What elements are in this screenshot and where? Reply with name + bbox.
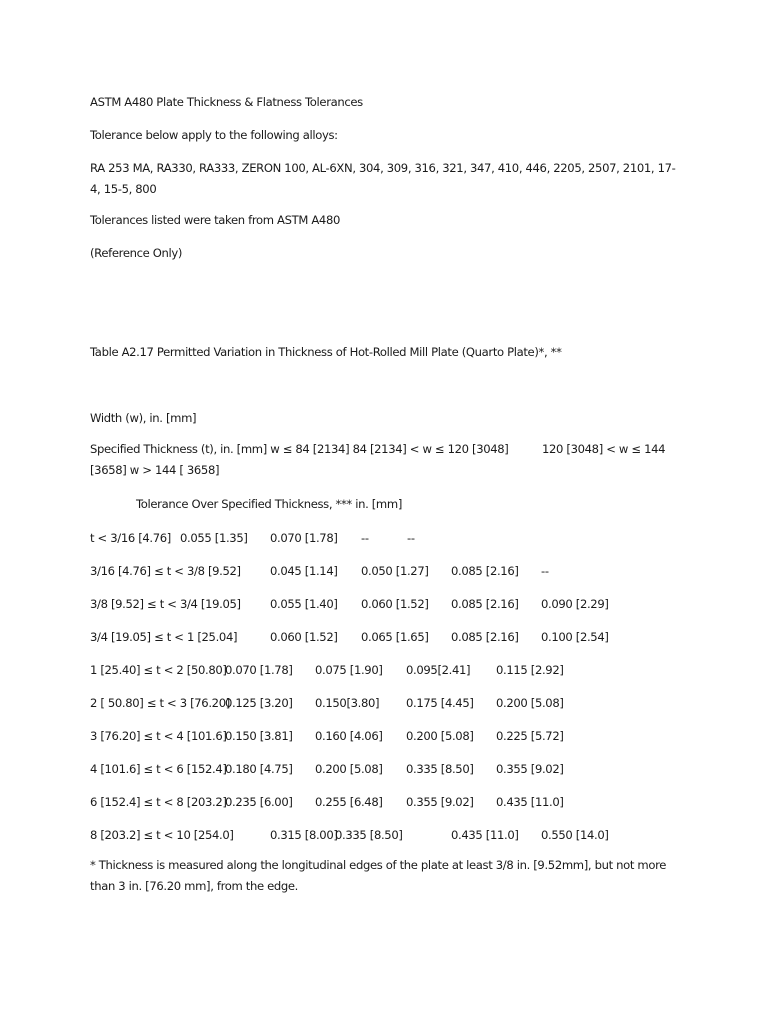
tolerance-cell: 0.335 [8.50] xyxy=(406,762,474,776)
header-row-2: [3658] w > 144 [ 3658] xyxy=(90,463,220,477)
thickness-range-cell: 8 [203.2] ≤ t < 10 [254.0] xyxy=(90,828,234,842)
tolerance-cell: 0.125 [3.20] xyxy=(225,696,293,710)
tolerance-cell: 0.065 [1.65] xyxy=(361,630,429,644)
tolerance-cell: 0.090 [2.29] xyxy=(541,597,609,611)
tolerance-cell: 0.355 [9.02] xyxy=(496,762,564,776)
thickness-range-cell: 2 [ 50.80] ≤ t < 3 [76.20] xyxy=(90,696,230,710)
table-subheader: Tolerance Over Specified Thickness, *** in. [mm] xyxy=(136,497,402,511)
tolerance-cell: 0.115 [2.92] xyxy=(496,663,564,677)
thickness-range-cell: 3 [76.20] ≤ t < 4 [101.6] xyxy=(90,729,227,743)
tolerance-cell: -- xyxy=(541,564,549,578)
table-row xyxy=(90,661,690,679)
table-row xyxy=(90,628,690,646)
tolerance-cell: 0.150[3.80] xyxy=(315,696,380,710)
tolerance-cell: 0.060 [1.52] xyxy=(270,630,338,644)
tolerance-cell: 0.355 [9.02] xyxy=(406,795,474,809)
table-row xyxy=(90,694,690,712)
tolerance-cell: 0.100 [2.54] xyxy=(541,630,609,644)
thickness-range-cell: 6 [152.4] ≤ t < 8 [203.2] xyxy=(90,795,227,809)
tolerance-cell: 0.075 [1.90] xyxy=(315,663,383,677)
tolerance-cell: 0.180 [4.75] xyxy=(225,762,293,776)
tolerance-cell: 0.225 [5.72] xyxy=(496,729,564,743)
table-row xyxy=(90,727,690,745)
tolerance-cell: -- xyxy=(361,531,369,545)
tolerance-cell: 0.200 [5.08] xyxy=(406,729,474,743)
table-row xyxy=(90,562,690,580)
tolerance-cell: 0.550 [14.0] xyxy=(541,828,609,842)
table-row xyxy=(90,760,690,778)
tolerance-cell: 0.160 [4.06] xyxy=(315,729,383,743)
document-title: ASTM A480 Plate Thickness & Flatness Tolerances xyxy=(90,95,363,109)
tolerance-cell: 0.435 [11.0] xyxy=(496,795,564,809)
table-row xyxy=(90,826,690,844)
table-row xyxy=(90,529,690,547)
intro-text: Tolerance below apply to the following alloys: xyxy=(90,128,338,142)
tolerance-cell: -- xyxy=(407,531,415,545)
tolerance-cell: 0.085 [2.16] xyxy=(451,564,519,578)
tolerance-cell: 0.055 [1.40] xyxy=(270,597,338,611)
tolerance-cell: 0.085 [2.16] xyxy=(451,630,519,644)
tolerance-cell: 0.435 [11.0] xyxy=(451,828,519,842)
thickness-range-cell: 3/4 [19.05] ≤ t < 1 [25.04] xyxy=(90,630,238,644)
tolerance-cell: 0.150 [3.81] xyxy=(225,729,293,743)
tolerance-cell: 0.070 [1.78] xyxy=(225,663,293,677)
tolerance-cell: 0.200 [5.08] xyxy=(315,762,383,776)
tolerance-cell: 0.055 [1.35] xyxy=(180,531,248,545)
tolerance-cell: 0.085 [2.16] xyxy=(451,597,519,611)
tolerance-cell: 0.050 [1.27] xyxy=(361,564,429,578)
tolerance-cell: 0.045 [1.14] xyxy=(270,564,338,578)
thickness-range-cell: 4 [101.6] ≤ t < 6 [152.4] xyxy=(90,762,227,776)
footnote: * Thickness is measured along the longitudinal edges of the plate at least 3/8 in. [9.52mm], but not more than 3 in. [76.20 mm], from the edge. xyxy=(90,858,667,893)
thickness-range-cell: 1 [25.40] ≤ t < 2 [50.80] xyxy=(90,663,227,677)
header-row-1: Specified Thickness (t), in. [mm] w ≤ 84 [2134] 84 [2134] < w ≤ 120 [3048] xyxy=(90,442,509,456)
thickness-range-cell: 3/8 [9.52] ≤ t < 3/4 [19.05] xyxy=(90,597,241,611)
table-row xyxy=(90,793,690,811)
table-title: Table A2.17 Permitted Variation in Thickness of Hot-Rolled Mill Plate (Quarto Plate)*, ** xyxy=(90,345,562,359)
tolerance-cell: 0.255 [6.48] xyxy=(315,795,383,809)
tolerance-cell: 0.175 [4.45] xyxy=(406,696,474,710)
reference-note: (Reference Only) xyxy=(90,246,183,260)
tolerance-cell: 0.315 [8.00] xyxy=(270,828,338,842)
tolerance-cell: 0.060 [1.52] xyxy=(361,597,429,611)
tolerance-cell: 0.235 [6.00] xyxy=(225,795,293,809)
header-col-3: 120 [3048] < w ≤ 144 xyxy=(542,442,666,456)
alloy-list: RA 253 MA, RA330, RA333, ZERON 100, AL-6XN, 304, 309, 316, 321, 347, 410, 446, 2205, 2507, 2101, 17-4, 15-5, 800 xyxy=(90,161,676,196)
table-row xyxy=(90,595,690,613)
tolerance-cell: 0.070 [1.78] xyxy=(270,531,338,545)
thickness-range-cell: t < 3/16 [4.76] xyxy=(90,531,171,545)
tolerance-cell: 0.335 [8.50] xyxy=(335,828,403,842)
thickness-range-cell: 3/16 [4.76] ≤ t < 3/8 [9.52] xyxy=(90,564,241,578)
tolerance-cell: 0.095[2.41] xyxy=(406,663,471,677)
tolerance-cell: 0.200 [5.08] xyxy=(496,696,564,710)
width-label: Width (w), in. [mm] xyxy=(90,411,197,425)
source-note: Tolerances listed were taken from ASTM A480 xyxy=(90,213,341,227)
